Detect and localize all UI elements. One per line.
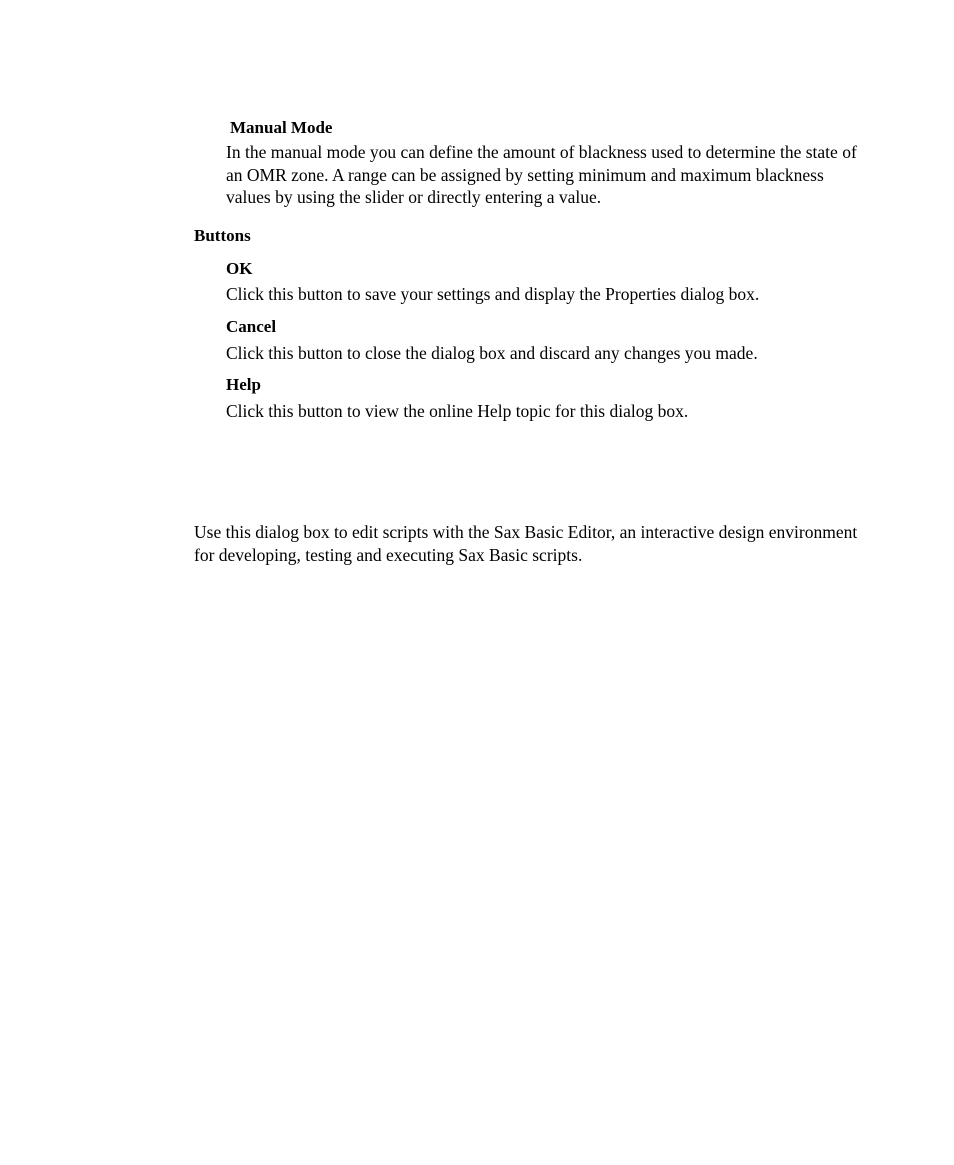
ok-description: Click this button to save your settings and display the Properties dialog box. <box>226 284 760 304</box>
ok-term: OK <box>226 259 253 278</box>
buttons-heading: Buttons <box>194 226 251 245</box>
help-term: Help <box>226 375 261 394</box>
sax-basic-editor-intro: Use this dialog box to edit scripts with the Sax Basic Editor, an interactive design environment for developing, testing and executing Sax Basic scripts. <box>194 522 858 565</box>
help-description: Click this button to view the online Help topic for this dialog box. <box>226 401 689 421</box>
cancel-term: Cancel <box>226 317 277 336</box>
manual-mode-title: Manual Mode <box>230 118 333 137</box>
cancel-description: Click this button to close the dialog box and discard any changes you made. <box>226 343 758 363</box>
manual-mode-description: In the manual mode you can define the amount of blackness used to determine the state of an OMR zone. A range can be assigned by setting minimum and maximum blackness values by using the slider or directly entering a value. <box>226 142 857 207</box>
